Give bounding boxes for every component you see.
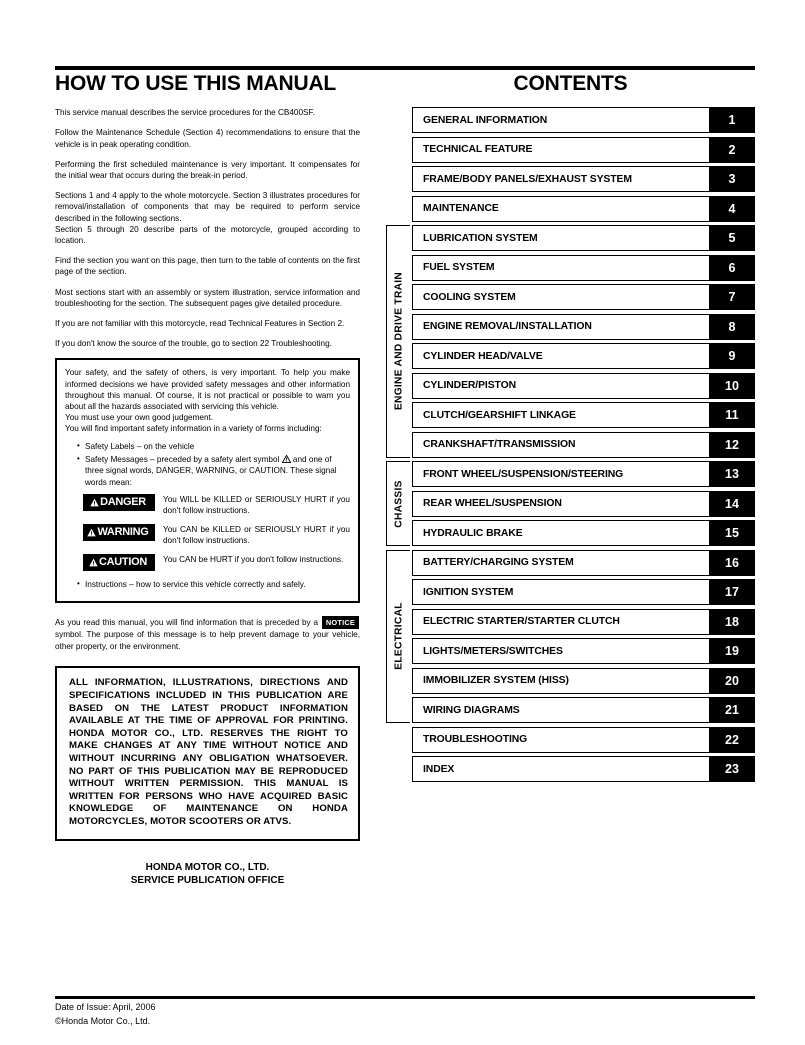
toc-row-4[interactable] [412,196,755,222]
toc-row-label: INDEX [412,756,709,782]
toc-row-label: FRONT WHEEL/SUSPENSION/STEERING [412,461,709,487]
safety-intro-text: Your safety, and the safety of others, is very important. To help you make informed decisions we have provided safety messages and other information throughout this manual. Of course, it is not practical or possible to warn you about all the hazards associated with servicing this vehicle. [65,368,350,411]
toc-group-bracket [386,225,410,458]
toc-row-number-tab: 20 [709,668,755,694]
toc-row-number-tab: 12 [709,432,755,458]
safety-bullet-messages-pre: Safety Messages – preceded by a safety alert symbol [85,454,282,464]
safety-forms-text: You will find important safety information in a variety of forms including: [65,424,322,434]
safety-bullet-list [65,441,350,489]
notice-paragraph-post: symbol. The purpose of this message is to help prevent damage to your vehicle, other property, or the environment. [55,630,360,651]
toc-row-label: TECHNICAL FEATURE [412,137,709,163]
toc-group-label: ENGINE AND DRIVE TRAIN [393,272,404,411]
toc-row-number-tab: 5 [709,225,755,251]
toc-row-8[interactable] [412,314,755,340]
footer-date-of-issue: Date of Issue: April, 2006 [55,1002,156,1012]
toc-row-number-tab: 23 [709,756,755,782]
legal-disclaimer-box [55,666,360,840]
safety-alert-triangle-icon [282,455,291,463]
caution-badge [83,554,155,571]
toc-row-16[interactable] [412,550,755,576]
table-of-contents-rows [386,107,755,782]
toc-row-label: MAINTENANCE [412,196,709,222]
toc-row-18[interactable] [412,609,755,635]
intro-paragraph-2: Follow the Maintenance Schedule (Section 4) recommendations to ensure that the vehicle is in peak operating condition. [55,128,360,149]
toc-row-label: CYLINDER/PISTON [412,373,709,399]
intro-paragraph-4: Sections 1 and 4 apply to the whole motorcycle. Section 3 illustrates procedures for removal/installation of components that may be required to perform service described in the following sections. [55,191,360,223]
toc-row-number-tab: 9 [709,343,755,369]
signal-row-danger [83,494,350,516]
intro-paragraph-7: Most sections start with an assembly or system illustration, service information and troubleshooting for the section. The subsequent pages give detailed procedure. [55,287,360,308]
toc-group-bracket [386,550,410,724]
safety-bullet-labels: • Safety Labels – on the vehicle [77,441,350,452]
toc-row-number-tab: 6 [709,255,755,281]
notice-paragraph [55,616,360,653]
warning-description: You CAN be KILLED or SERIOUSLY HURT if you don't follow instructions. [163,525,350,545]
safety-bullet-messages-post: and one of three signal words, DANGER, WARNING, or CAUTION. These signal words mean: [85,454,337,487]
safety-bullet-instructions: • Instructions – how to service this vehicle correctly and safely. [77,579,350,590]
caution-alert-triangle-icon [89,558,98,567]
toc-row-12[interactable] [412,432,755,458]
legal-disclaimer-text: ALL INFORMATION, ILLUSTRATIONS, DIRECTIONS AND SPECIFICATIONS INCLUDED IN THIS PUBLICATION ARE BASED ON THE LATEST PRODUCT INFORMATION AVAILABLE AT THE TIME OF APPROVAL FOR PRINTING. HONDA MOTOR CO., LTD. RESERVES THE RIGHT TO MAKE CHANGES AT ANY TIME WITHOUT NOTICE AND WITHOUT INCURRING ANY OBLIGATION WHATSOEVER. NO PART OF THIS PUBLICATION MAY BE REPRODUCED WITHOUT WRITTEN PERMISSION. THIS MANUAL IS WRITTEN FOR PERSONS WHO HAVE ACQUIRED BASIC KNOWLEDGE OF MAINTENANCE ON HONDA MOTORCYCLES, MOTOR SCOOTERS OR ATVS. [69,677,348,827]
footer-copyright: ©Honda Motor Co., Ltd. [55,1015,151,1026]
toc-row-9[interactable] [412,343,755,369]
signal-word-table [83,494,350,571]
toc-row-7[interactable] [412,284,755,310]
toc-row-21[interactable] [412,697,755,723]
toc-row-number-tab: 15 [709,520,755,546]
toc-row-number-tab: 17 [709,579,755,605]
toc-row-number-tab: 21 [709,697,755,723]
toc-row-number-tab: 16 [709,550,755,576]
toc-row-label: IMMOBILIZER SYSTEM (HISS) [412,668,709,694]
notice-chip: NOTICE [322,616,359,630]
signal-row-warning [83,524,350,546]
publisher-company: HONDA MOTOR CO., LTD. [145,861,270,873]
toc-group-bracket [386,461,410,546]
warning-badge-label: WARNING [97,525,149,538]
footer-rule [55,996,755,999]
intro-paragraph-9: If you don't know the source of the trouble, go to section 22 Troubleshooting. [55,339,332,349]
warning-badge [83,524,155,541]
toc-row-11[interactable] [412,402,755,428]
toc-row-22[interactable] [412,727,755,753]
toc-row-23[interactable] [412,756,755,782]
toc-row-number-tab: 7 [709,284,755,310]
header-rule [55,66,755,70]
toc-row-label: FRAME/BODY PANELS/EXHAUST SYSTEM [412,166,709,192]
toc-row-label: REAR WHEEL/SUSPENSION [412,491,709,517]
toc-row-label: IGNITION SYSTEM [412,579,709,605]
toc-row-number-tab: 11 [709,402,755,428]
toc-row-label: TROUBLESHOOTING [412,727,709,753]
table-of-contents [386,107,755,782]
toc-row-3[interactable] [412,166,755,192]
toc-row-6[interactable] [412,255,755,281]
page-title: HOW TO USE THIS MANUAL [55,72,337,95]
toc-row-label: COOLING SYSTEM [412,284,709,310]
toc-row-label: BATTERY/CHARGING SYSTEM [412,550,709,576]
publisher-office: SERVICE PUBLICATION OFFICE [130,874,285,886]
toc-row-number-tab: 13 [709,461,755,487]
toc-row-label: LUBRICATION SYSTEM [412,225,709,251]
toc-row-1[interactable] [412,107,755,133]
toc-row-number-tab: 14 [709,491,755,517]
intro-paragraph-1: This service manual describes the service procedures for the CB400SF. [55,108,315,118]
toc-row-number-tab: 19 [709,638,755,664]
toc-row-label: LIGHTS/METERS/SWITCHES [412,638,709,664]
toc-row-13[interactable] [412,461,755,487]
contents-title: CONTENTS [513,72,628,95]
right-column [386,72,755,786]
intro-paragraph-5: Section 5 through 20 describe parts of the motorcycle, grouped according to location. [55,224,360,245]
toc-row-label: CYLINDER HEAD/VALVE [412,343,709,369]
toc-row-19[interactable] [412,638,755,664]
toc-row-2[interactable] [412,137,755,163]
danger-badge [83,494,155,511]
toc-group-label: ELECTRICAL [393,602,404,671]
intro-paragraph-8: If you are not familiar with this motorcycle, read Technical Features in Section 2. [55,318,345,328]
toc-row-number-tab: 3 [709,166,755,192]
toc-row-number-tab: 22 [709,727,755,753]
danger-badge-label: DANGER [100,495,146,508]
left-column [55,72,360,887]
toc-row-label: WIRING DIAGRAMS [412,697,709,723]
toc-group-label: CHASSIS [393,479,404,528]
notice-paragraph-pre: As you read this manual, you will find information that is preceded by a [55,617,321,627]
toc-row-15[interactable] [412,520,755,546]
toc-row-number-tab: 4 [709,196,755,222]
danger-alert-triangle-icon [90,498,99,507]
safety-information-box [55,358,360,602]
toc-row-label: CRANKSHAFT/TRANSMISSION [412,432,709,458]
footer-block [55,1001,156,1028]
danger-description: You WILL be KILLED or SERIOUSLY HURT if you don't follow instructions. [163,495,350,515]
signal-row-caution [83,554,350,571]
caution-description: You CAN be HURT if you don't follow instructions. [163,555,344,565]
toc-row-label: FUEL SYSTEM [412,255,709,281]
toc-row-17[interactable] [412,579,755,605]
toc-row-5[interactable] [412,225,755,251]
toc-row-number-tab: 2 [709,137,755,163]
toc-row-14[interactable] [412,491,755,517]
publisher-block [55,861,360,887]
intro-paragraph-3: Performing the first scheduled maintenance is very important. It compensates for the initial wear that occurs during the break-in period. [55,159,360,180]
toc-row-label: CLUTCH/GEARSHIFT LINKAGE [412,402,709,428]
toc-row-number-tab: 18 [709,609,755,635]
safety-judgement-text: You must use your own good judgement. [65,413,214,423]
safety-bullet-messages [77,454,350,488]
toc-row-label: ELECTRIC STARTER/STARTER CLUTCH [412,609,709,635]
toc-row-10[interactable] [412,373,755,399]
toc-row-number-tab: 8 [709,314,755,340]
toc-row-label: HYDRAULIC BRAKE [412,520,709,546]
intro-paragraph-6: Find the section you want on this page, then turn to the table of contents on the first page of the section. [55,256,360,277]
caution-badge-label: CAUTION [98,555,147,568]
toc-row-number-tab: 10 [709,373,755,399]
warning-alert-triangle-icon [87,528,96,537]
toc-row-label: GENERAL INFORMATION [412,107,709,133]
safety-final-bullet-list [65,579,350,590]
toc-row-number-tab: 1 [709,107,755,133]
toc-row-label: ENGINE REMOVAL/INSTALLATION [412,314,709,340]
toc-row-20[interactable] [412,668,755,694]
